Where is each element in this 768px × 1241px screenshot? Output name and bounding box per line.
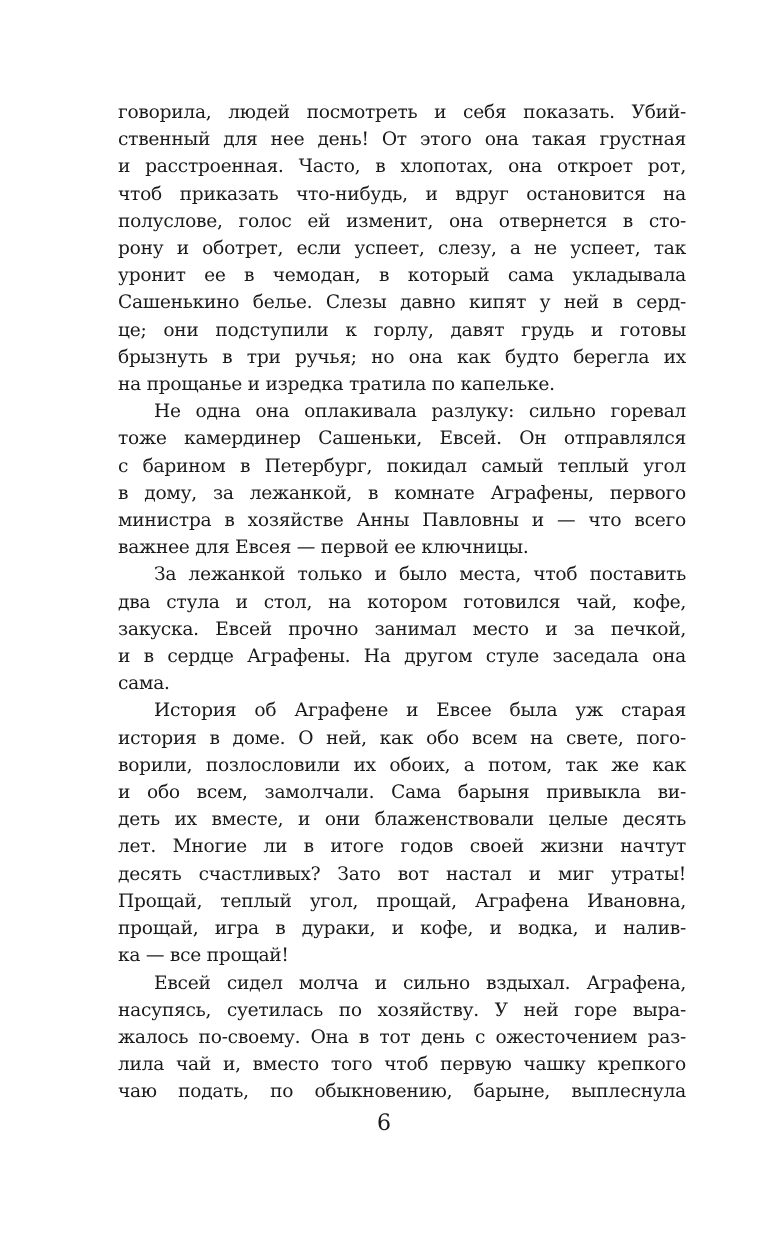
text-line: чтоб приказать что-нибудь, и вдруг остановится на xyxy=(118,183,686,205)
text-line: говорила, людей посмотреть и себя показать. Убий- xyxy=(118,102,686,123)
text-line: Прощай, теплый угол, прощай, Аграфена Ивановна, xyxy=(118,890,686,912)
text-line: Сашенькино белье. Слезы давно кипят у ней в серд- xyxy=(118,292,686,314)
text-line: история в доме. О ней, как обо всем на свете, пого- xyxy=(118,727,686,749)
text-line: прощай, игра в дураки, и кофе, и водка, и налив- xyxy=(118,918,686,940)
paragraph-3 xyxy=(118,561,686,697)
text-line: важнее для Евсея — первой ее ключницы. xyxy=(118,537,529,559)
paragraph-5 xyxy=(118,970,686,1106)
text-line: жалось по-своему. Она в тот день с ожесточением раз- xyxy=(118,1026,686,1048)
text-line: чаю подать, по обыкновению, барыне, выплеснула xyxy=(118,1081,686,1103)
text-line: сама. xyxy=(118,673,170,695)
text-line: министра в хозяйстве Анны Павловны и — что всего xyxy=(118,510,686,532)
text-line: Не одна она оплакивала разлуку: сильно горевал xyxy=(154,401,686,423)
text-line: десять счастливых? Зато вот настал и миг утраты! xyxy=(118,863,686,885)
text-line: лила чай и, вместо того чтоб первую чашку крепкого xyxy=(118,1054,686,1076)
text-line: насупясь, суетилась по хозяйству. У ней горе выра- xyxy=(118,999,686,1021)
text-line: Евсей сидел молча и сильно вздыхал. Аграфена, xyxy=(154,972,686,994)
text-line: и расстроенная. Часто, в хлопотах, она откроет рот, xyxy=(118,156,686,178)
text-line: два стула и стол, на котором готовился чай, кофе, xyxy=(118,591,686,613)
text-line: брызнуть в три ручья; но она как будто берегла их xyxy=(118,346,686,368)
text-line: рону и оботрет, если успеет, слезу, а не успеет, так xyxy=(118,238,686,260)
text-line: деть их вместе, и они блаженствовали целые десять xyxy=(118,809,686,831)
text-line: на прощанье и изредка тратила по капельке. xyxy=(118,374,555,396)
text-line: ка — все прощай! xyxy=(118,945,289,967)
text-line: История об Аграфене и Евсее была уж старая xyxy=(154,700,686,722)
paragraph-4 xyxy=(118,697,686,969)
text-line: це; они подступили к горлу, давят грудь и готовы xyxy=(118,319,686,341)
text-line: и в сердце Аграфены. На другом стуле заседала она xyxy=(118,646,686,668)
text-line: тоже камердинер Сашеньки, Евсей. Он отправлялся xyxy=(118,428,686,450)
text-line: в дому, за лежанкой, в комнате Аграфены, первого xyxy=(118,482,686,504)
paragraph-1 xyxy=(118,99,686,398)
text-line: с барином в Петербург, покидал самый теплый угол xyxy=(118,455,686,477)
page-body xyxy=(118,99,686,1106)
text-line: За лежанкой только и было места, чтоб поставить xyxy=(154,564,686,586)
text-line: ственный для нее день! От этого она такая грустная xyxy=(118,129,686,151)
text-line: лет. Многие ли в итоге годов своей жизни начтут xyxy=(118,836,686,858)
text-line: полуслове, голос ей изменит, она отвернется в сто- xyxy=(118,210,686,232)
text-line: уронит ее в чемодан, в который сама укладывала xyxy=(118,265,686,287)
paragraph-2 xyxy=(118,398,686,561)
page-number: 6 xyxy=(377,1111,391,1136)
text-line: и обо всем, замолчали. Сама барыня привыкла ви- xyxy=(118,782,686,804)
text-line: ворили, позлословили их обоих, а потом, так же как xyxy=(118,754,686,776)
text-line: закуска. Евсей прочно занимал место и за печкой, xyxy=(118,618,686,640)
